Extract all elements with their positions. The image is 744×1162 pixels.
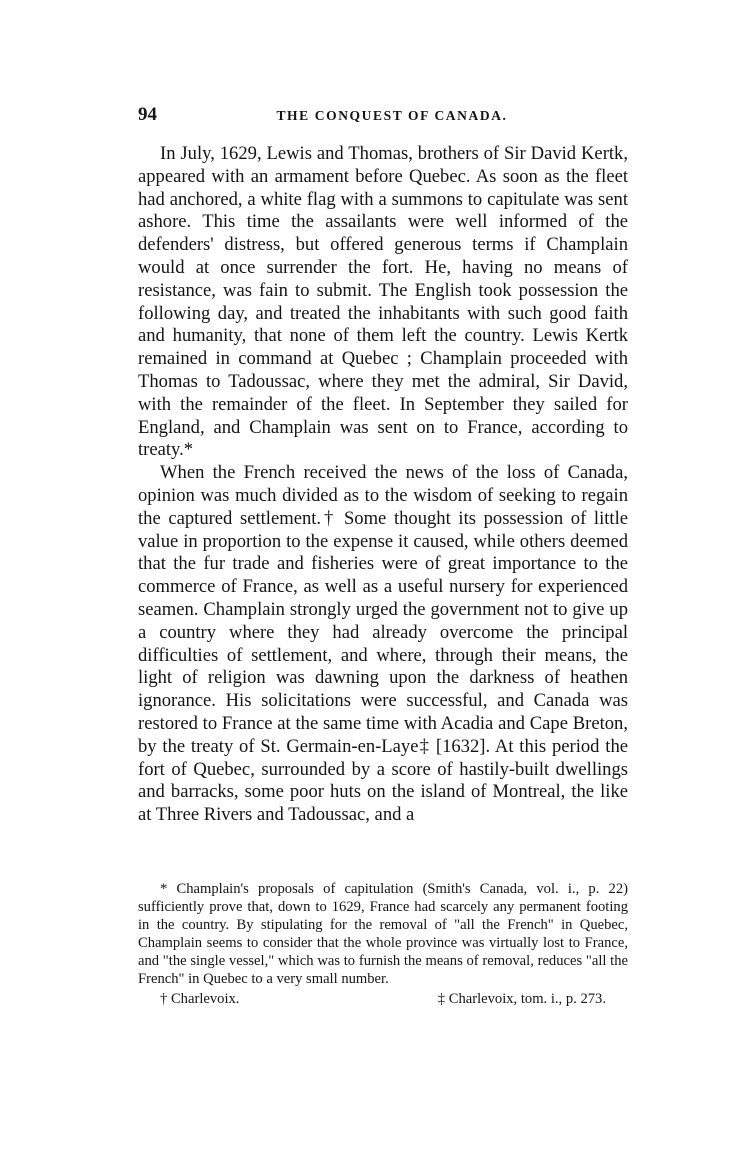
footnote-row — [138, 990, 628, 1008]
paragraph-1: In July, 1629, Lewis and Thomas, brothers of Sir David Kertk, appeared with an armament before Quebec. As soon as the fleet had anchored, a white flag with a summons to capitulate was sent ashore. This time the assailants were well informed of the defenders' distress, but offered generous terms if Champlain would at once surrender the fort. He, having no means of resistance, was fain to submit. The English took possession the following day, and treated the inhabitants with such good faith and humanity, that none of them left the country. Lewis Kertk remained in command at Quebec ; Champlain proceeded with Thomas to Tadoussac, where they met the admiral, Sir David, with the remainder of the fleet. In September they sailed for England, and Champlain was sent on to France, according to treaty.* — [138, 143, 628, 461]
footnote-star: * Champlain's proposals of capitulation (Smith's Canada, vol. i., p. 22) sufficiently prove that, down to 1629, France had scarcely any permanent footing in the country. By stipulating for the removal of "all the French" in Quebec, Champlain seems to consider that the whole province was virtually lost to France, and "the single vessel," which was to furnish the means of removal, reduces "all the French" in Quebec to a very small number. — [138, 881, 628, 987]
footnote-double-dagger: ‡ Charlevoix, tom. i., p. 273. — [437, 991, 606, 1007]
main-text — [138, 143, 628, 827]
paragraph-2: When the French received the news of the loss of Canada, opinion was much divided as to the wisdom of seeking to regain the captured settlement.† Some thought its possession of little value in proportion to the expense it caused, while others deemed that the fur trade and fisheries were of great importance to the commerce of France, as well as a useful nursery for experienced seamen. Champlain strongly urged the government not to give up a country where they had already overcome the principal difficulties of settlement, and where, through their means, the light of religion was dawning upon the darkness of heathen ignorance. His solicitations were successful, and Canada was restored to France at the same time with Acadia and Cape Breton, by the treaty of St. Germain-en-Laye‡ [1632]. At this period the fort of Quebec, surrounded by a score of hastily-built dwellings and barracks, some poor huts on the island of Montreal, the like at Three Rivers and Tadoussac, and a — [138, 462, 628, 826]
page-number: 94 — [138, 104, 157, 125]
footnotes — [138, 880, 628, 1008]
running-title: THE CONQUEST OF CANADA. — [276, 108, 508, 123]
running-header — [112, 104, 632, 128]
footnote-dagger: † Charlevoix. — [160, 991, 240, 1007]
